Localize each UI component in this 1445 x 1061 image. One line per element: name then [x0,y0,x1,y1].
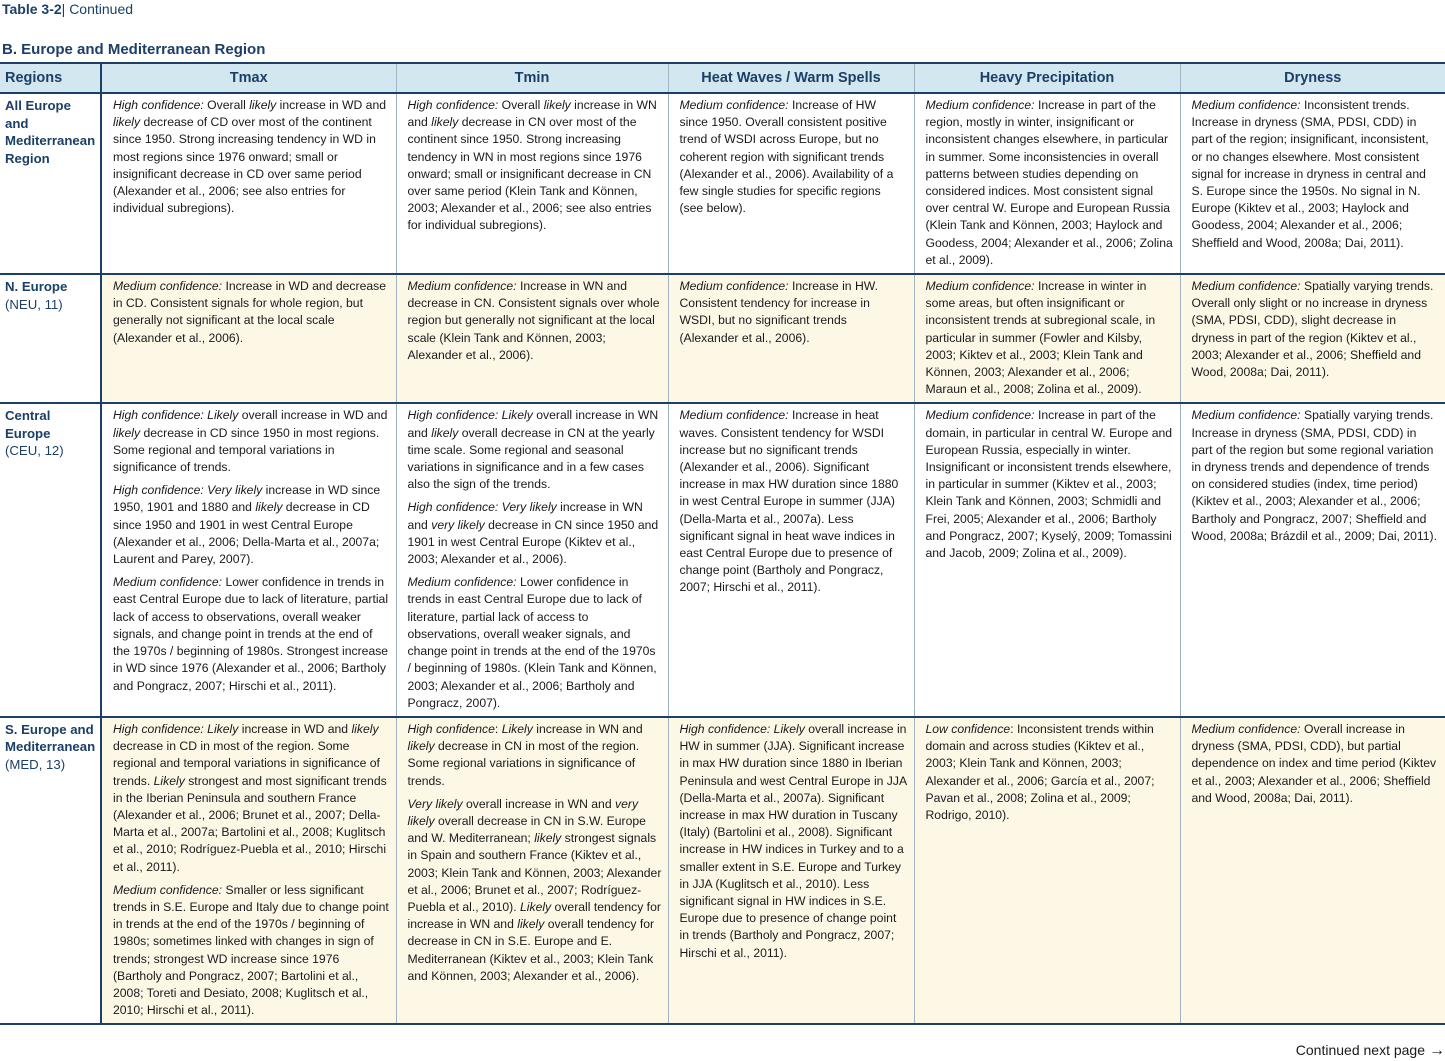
cell-paragraph: Medium confidence: Smaller or less significant trends in S.E. Europe and Italy due to change point in trends at the end of the 1970s / beginning of 1980s; sometimes linked with changes in sign of trends; strongest WD increase since 1976 (Bartholy and Pongracz, 2007; Bartolini et al., 2008; Toreti and Desiato, 2008; Kuglitsch et al., 2010; Hirschi et al., 2011). [113,882,389,1018]
cell-paragraph: Low confidence: Inconsistent trends within domain and across studies (Kiktev et al., 2003; Klein Tank and Können, 2003; Alexander et al., 2006; García et al., 2007; Pavan et al., 2008; Zolina et al., 2009; Rodrigo, 2010). [925,721,1155,822]
continued-text: Continued next page [1295,1042,1425,1058]
column-header-tmax: Tmax [101,63,396,93]
cell-paragraph: Medium confidence: Lower confidence in trends in east Central Europe due to lack of literature, partial lack of access to observations, overall weaker signals, and change point in trends at the end of the 1970s / beginning of 1980s. (Klein Tank and Können, 2003; Alexander et al., 2006; Bartholy and Pongracz, 2007). [407,575,657,710]
cell-tmin [396,93,668,274]
region-code: (NEU, 11) [5,296,63,312]
table-row [0,403,1445,716]
column-header-tmin: Tmin [396,63,668,93]
cell-heavy-precipitation [914,403,1180,716]
cell-paragraph: Medium confidence: Spatially varying trends. Overall only slight or no increase in dryness (SMA, PDSI, CDD), slight decrease in dryness in part of the region (Kiktev et al., 2003; Alexander et al., 2006; Sheffield and Wood, 2008a; Dai, 2011). [1191,279,1434,380]
column-header-regions: Regions [0,63,101,93]
table-row [0,93,1445,274]
cell-heavy-precipitation [914,93,1180,274]
cell-dryness [1180,274,1445,403]
cell-paragraph: Medium confidence: Spatially varying trends. Increase in dryness (SMA, PDSI, CDD) in part of the region but some regional variation in dryness trends and dependence of trends on considered studies (index, time period) (Kiktev et al., 2003; Alexander et al., 2006; Bartholy and Pongracz, 2007; Sheffield and Wood, 2008a; Brázdil et al., 2009; Dai, 2011). [1191,408,1437,543]
cell-paragraph: Very likely overall increase in WN and very likely overall decrease in CN in S.W. Europe and W. Mediterranean; likely strongest signals in Spain and southern France (Kiktev et al., 2003; Klein Tank and Können, 2003; Alexander et al., 2006; Brunet et al., 2007; Rodríguez-Puebla et al., 2010). Likely overall tendency for increase in WN and likely overall tendency for decrease in CN in S.E. Europe and E. Mediterranean (Kiktev et al., 2003; Klein Tank and Können, 2003; Alexander et al., 2006). [407,796,662,983]
cell-heavy-precipitation [914,274,1180,403]
region-cell [0,403,101,716]
cell-paragraph: Medium confidence: Increase in part of the domain, in particular in central W. Europe and European Russia, especially in winter. Insignificant or inconsistent trends elsewhere, in particular in summer (Kiktev et al., 2003; Klein Tank and Können, 2003; Schmidli and Frei, 2005; Alexander et al., 2006; Bartholy and Pongracz, 2007; Kyselý, 2009; Tomassini and Jacob, 2009; Zolina et al., 2009). [925,408,1173,561]
cell-heavy-precipitation [914,717,1180,1024]
table-row [0,274,1445,403]
region-name: All Europe and Mediterranean Region [5,98,96,166]
cell-paragraph: High confidence: Very likely increase in WN and very likely decrease in CN since 1950 and 1901 in west Central Europe (Kiktev et al., 2003; Alexander et al., 2006). [407,500,659,567]
cell-paragraph: High confidence: Overall likely increase in WN and likely decrease in CN over most of the continent since 1950. Strong increasing tendency in WN in most regions since 1976 onward; small or insignificant decrease in CN over same period (Klein Tank and Können, 2003; Alexander et al., 2006; see also entries for individual subregions). [407,98,657,233]
continued-note [1296,1042,1445,1060]
cell-heat-waves [668,717,914,1024]
cell-paragraph: Medium confidence: Increase in HW. Consistent tendency for increase in WSDI, but no significant trends (Alexander et al., 2006). [679,279,878,345]
region-name: Central Europe [5,408,51,441]
section-title: B. Europe and Mediterranean Region [2,41,266,58]
cell-paragraph: High confidence: Likely increase in WD and likely decrease in CD in most of the region. Some regional and temporal variations in significance of trends. Likely strongest and most significant trends in the Iberian Peninsula and southern France (Alexander et al., 2006; Brunet et al., 2007; Della-Marta et al., 2007a; Bartolini et al., 2008; Kuglitsch et al., 2010; Rodríguez-Puebla et al., 2010; Hirschi et al., 2011). [113,721,387,874]
cell-dryness [1180,717,1445,1024]
region-cell [0,717,101,1024]
cell-paragraph: High confidence: Likely increase in WN and likely decrease in CN in most of the region. Some regional variations in significance of trends. [407,721,643,788]
cell-tmin [396,274,668,403]
region-code: (CEU, 12) [5,443,64,459]
cell-paragraph: Medium confidence: Overall increase in dryness (SMA, PDSI, CDD), but partial dependence on index and time period (Kiktev et al., 2003; Alexander et al., 2006; Sheffield and Wood, 2008a; Dai, 2011). [1191,721,1437,805]
cell-paragraph: Medium confidence: Increase in part of the region, mostly in winter, insignificant or inconsistent changes elsewhere, in particular in summer. Some inconsistencies in overall patterns between studies depending on considered indices. Most consistent signal over central W. Europe and European Russia (Klein Tank and Können, 2003; Haylock and Goodess, 2004; Alexander et al., 2006; Zolina et al., 2009). [925,98,1173,267]
cell-dryness [1180,93,1445,274]
caption-suffix: Continued [69,1,134,17]
cell-paragraph: Medium confidence: Increase in winter in some areas, but often insignificant or inconsistent trends at subregional scale, in particular in summer (Fowler and Kilsby, 2003; Kiktev et al., 2003; Klein Tank and Können, 2003; Alexander et al., 2006; Maraun et al., 2008; Zolina et al., 2009). [925,279,1156,397]
cell-paragraph: Medium confidence: Inconsistent trends. Increase in dryness (SMA, PDSI, CDD) in part of the region; insignificant, inconsistent, or no changes elsewhere. Most consistent signal for increase in dryness in central and S. Europe since the 1950s. No signal in N. Europe (Kiktev et al., 2003; Haylock and Goodess, 2004; Alexander et al., 2006; Sheffield and Wood, 2008a; Dai, 2011). [1191,98,1429,250]
header-row [0,63,1445,93]
cell-dryness [1180,403,1445,716]
arrow-right-icon: → [1429,1042,1445,1059]
column-header-dryness: Dryness [1180,63,1445,93]
cell-paragraph: High confidence: Overall likely increase in WD and likely decrease of CD over most of the continent since 1950. Strong increasing tendency in WD in most regions since 1976 onward; small or insignificant decrease in CD over same period (Alexander et al., 2006; see also entries for individual subregions). [113,98,387,216]
cell-paragraph: Medium confidence: Lower confidence in trends in east Central Europe due to lack of literature, partial lack of access to observations, overall weaker signals, and change point in trends at the end of the 1970s / beginning of 1980s. Strongest increase in WD since 1976 (Alexander et al., 2006; Bartholy and Pongracz, 2007; Hirschi et al., 2011). [113,575,389,693]
cell-tmin [396,403,668,716]
cell-paragraph: High confidence: Likely overall increase in HW in summer (JJA). Significant increase in max HW duration since 1880 in Iberian Peninsula and west Central Europe in JJA (Della-Marta et al., 2007a). Significant increase in max HW duration in Tuscany (Italy) (Bartolini et al., 2008). Significant increase in HW indices in Turkey and to a smaller extent in S.E. Europe and Turkey in JJA (Kuglitsch et al., 2010). Less significant signal in HW indices in S.E. Europe due to presence of change point in trends (Bartholy and Pongracz, 2007; Hirschi et al., 2011). [679,721,907,960]
cell-tmax [101,274,396,403]
cell-paragraph: High confidence: Very likely increase in WD since 1950, 1901 and 1880 and likely decrease in CD since 1950 and 1901 in west Central Europe (Alexander et al., 2006; Della-Marta et al., 2007a; Laurent and Parey, 2007). [113,483,381,567]
region-code: (MED, 13) [5,756,66,772]
cell-tmax [101,93,396,274]
table-number: Table 3-2 [2,1,62,17]
cell-heat-waves [668,93,914,274]
cell-heat-waves [668,274,914,403]
cell-paragraph: Medium confidence: Increase in WN and decrease in CN. Consistent signals over whole region but generally not significant at the local scale (Klein Tank and Können, 2003; Alexander et al., 2006). [407,279,660,362]
europe-table [0,62,1445,1025]
cell-paragraph: Medium confidence: Increase in WD and decrease in CD. Consistent signals for whole region, but generally not significant at the local scale (Alexander et al., 2006). [113,279,387,345]
cell-paragraph: High confidence: Likely overall increase in WD and likely decrease in CD since 1950 in most regions. Some regional and temporal variations in significance of trends. [113,408,388,475]
cell-tmin [396,717,668,1024]
cell-tmax [101,717,396,1024]
cell-heat-waves [668,403,914,716]
cell-tmax [101,403,396,716]
table-row [0,717,1445,1024]
caption-separator: | [61,1,70,17]
region-name: N. Europe [5,279,68,295]
region-cell [0,93,101,274]
column-header-heat-waves: Heat Waves / Warm Spells [668,63,914,93]
table-caption [2,0,133,18]
region-cell [0,274,101,403]
cell-paragraph: Medium confidence: Increase of HW since 1950. Overall consistent positive trend of WSDI across Europe, but no coherent region with significant trends (Alexander et al., 2006). Availability of a few single studies for specific regions (see below). [679,98,894,216]
region-name: S. Europe and Mediterranean [5,721,96,755]
cell-paragraph: High confidence: Likely overall increase in WN and likely overall decrease in CN at the yearly time scale. Some regional and seasonal variations in significance and in a few cases also the sign of the trends. [407,408,659,492]
column-header-heavy-precipitation: Heavy Precipitation [914,63,1180,93]
cell-paragraph: Medium confidence: Increase in heat waves. Consistent tendency for WSDI increase but no significant trends (Alexander et al., 2006). Significant increase in max HW duration since 1880 in west Central Europe in summer (JJA) (Della-Marta et al., 2007a). Less significant signal in heat wave indices in east Central Europe due to presence of change point (Bartholy and Pongracz, 2007; Hirschi et al., 2011). [679,408,899,595]
